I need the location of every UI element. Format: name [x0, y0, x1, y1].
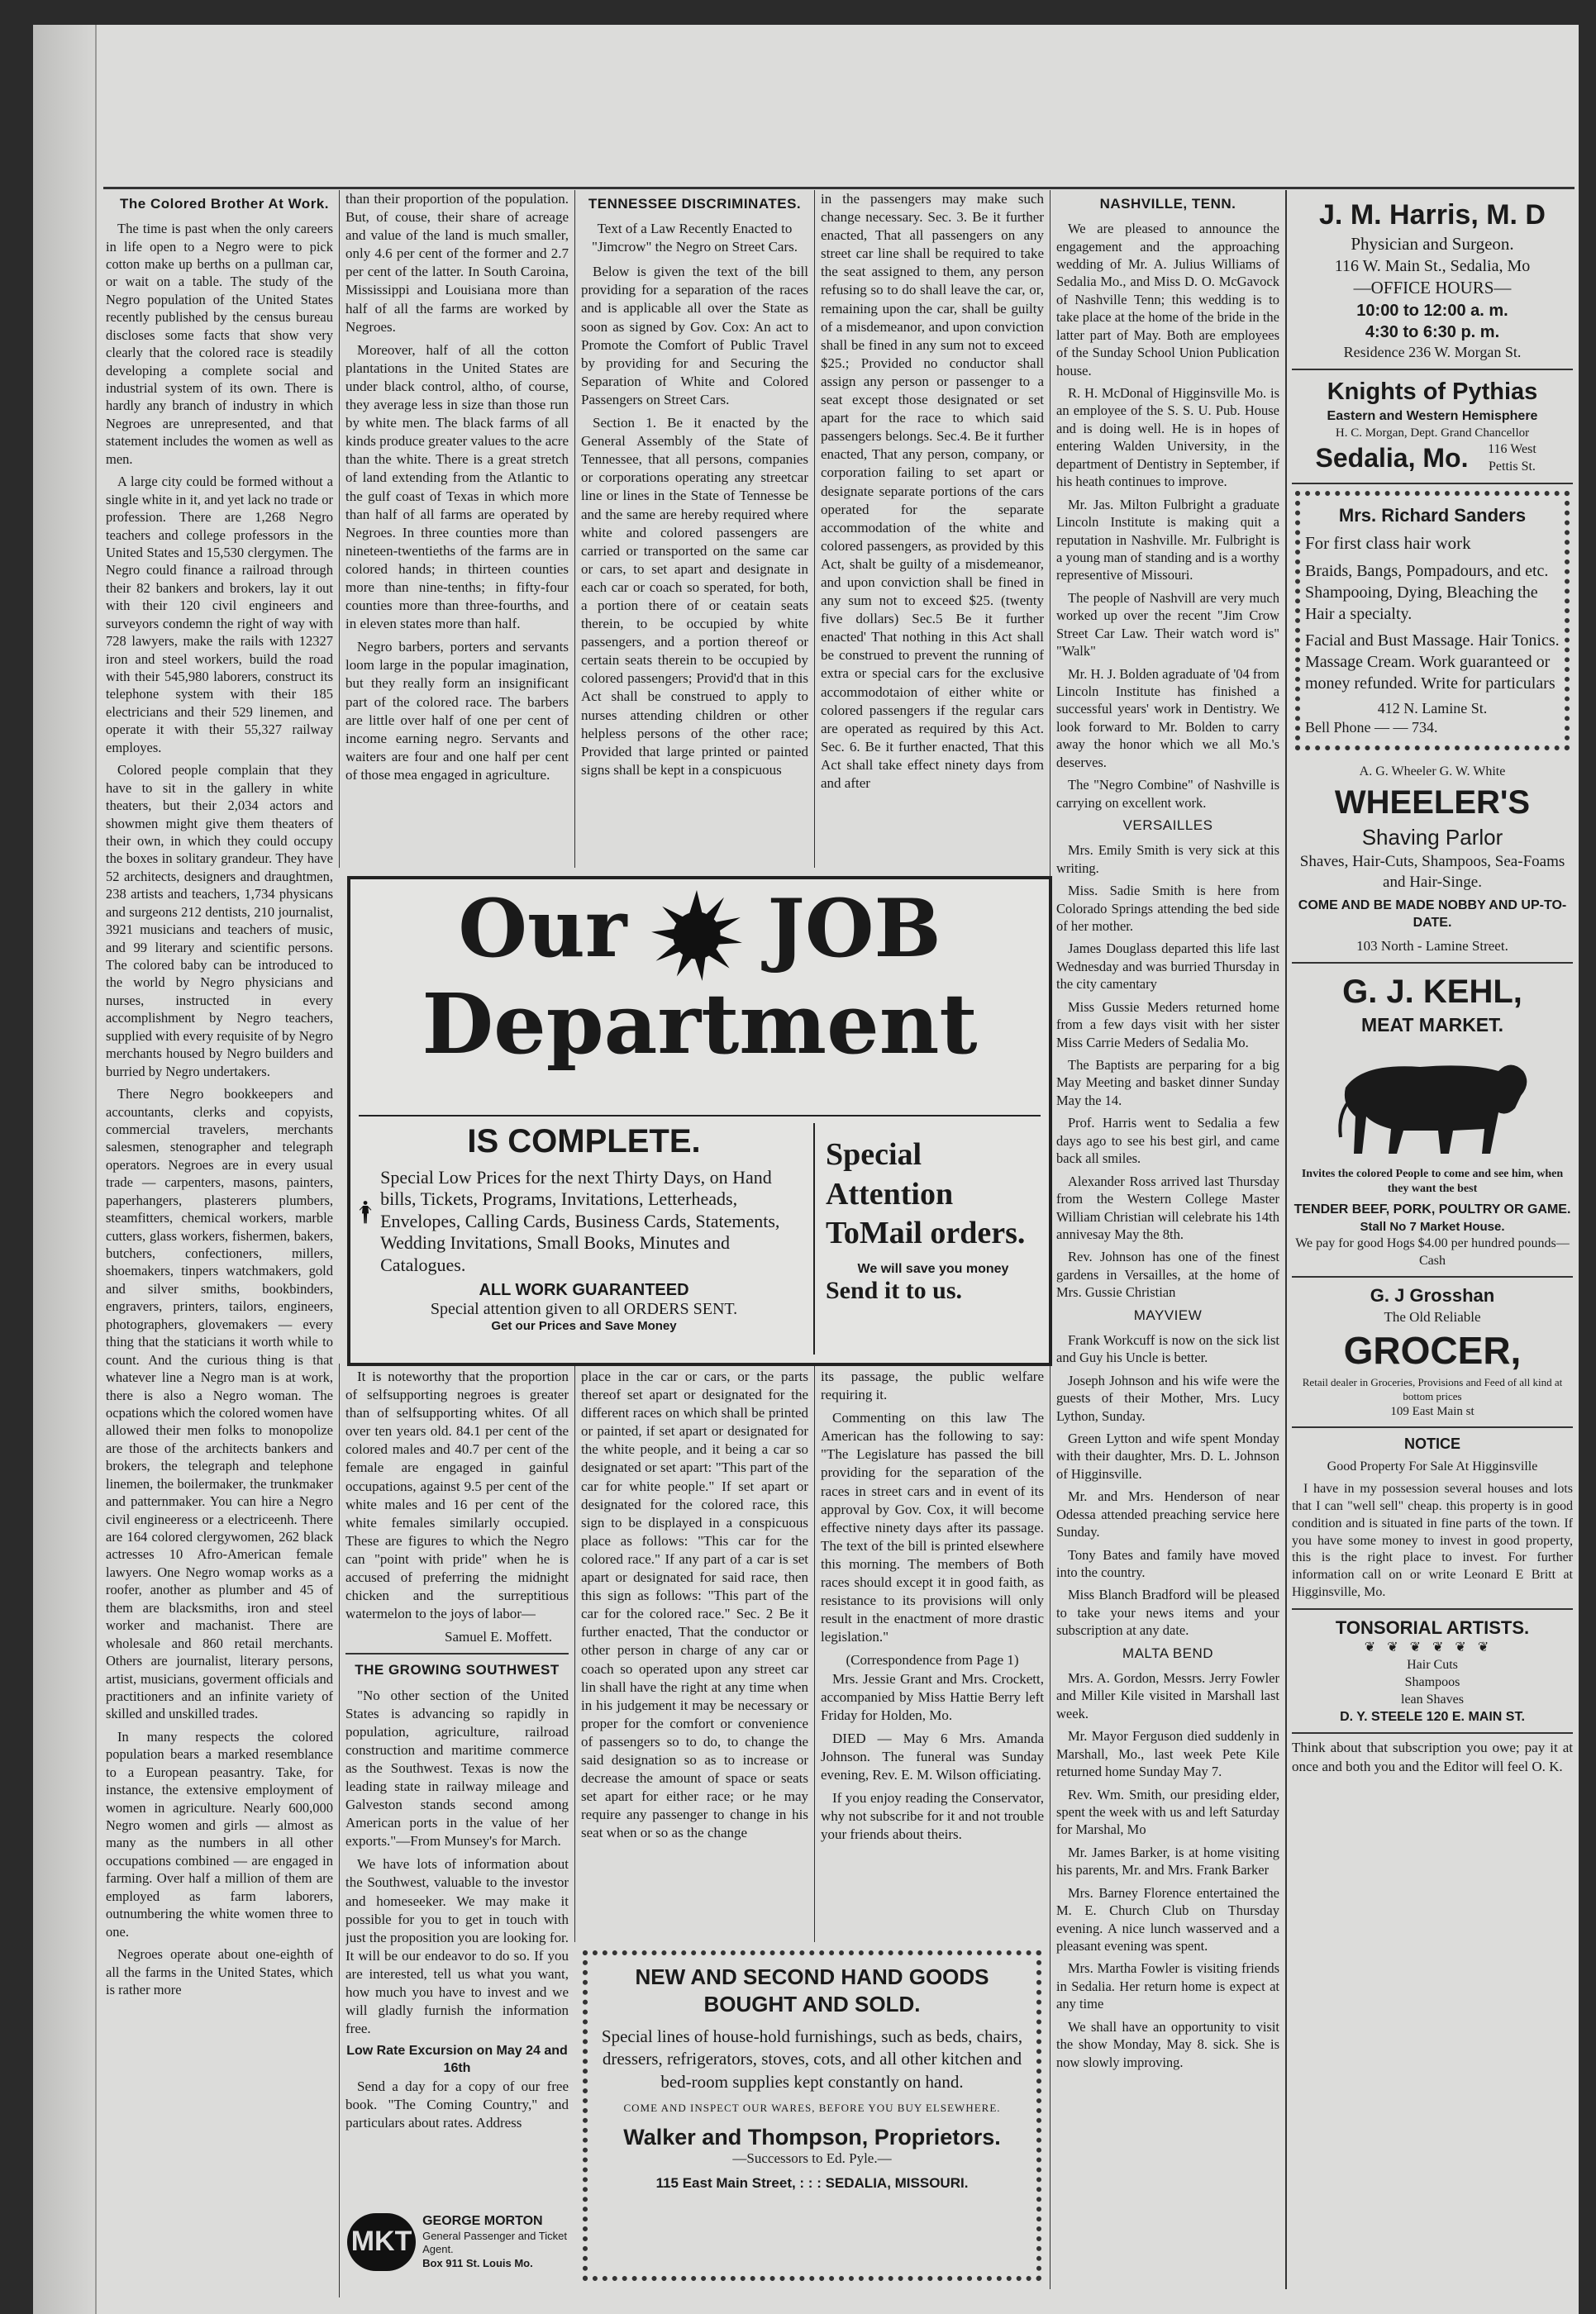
- column-4-lower: [821, 1368, 1044, 1938]
- ad-line: D. Y. STEELE 120 E. MAIN ST.: [1340, 1709, 1525, 1724]
- news-item: Alexander Ross arrived last Thursday from the Western College Master William Christian will celebrate his 14th annivesay May the 8th.: [1056, 1173, 1279, 1242]
- ad-line: Invites the colored People to come and see him, when they want the best: [1301, 1168, 1564, 1196]
- article-paragraph: Moreover, half of all the cotton plantations in the United States are under black control, altho, of course, they average less in size than those run by white men. The black farms of all kinds produce greater values to the acre than the white. There is a great stretch of land extending from the Atlantic to the gulf coast of Texas in which more than half of all farms are operated by Negroes. In three counties more than nineteen-twentieths of the farms are in colored hands; in thirteen counties more than nine-tenths; in fifty-four counties more than three-fourths, and in eleven states more than half.: [345, 341, 569, 632]
- news-item: James Douglass departed this life last Wednesday and was burried Thursday in the city camentary: [1056, 940, 1279, 993]
- ad-title: TONSORIAL ARTISTS.: [1335, 1616, 1530, 1638]
- news-item: R. H. McDonal of Higginsville Mo. is an employee of the S. S. U. Pub. House and is doing well. He is in hopes of entering Walden University, in the department of Dentistry in September, if his heath continues to improve.: [1056, 385, 1279, 490]
- news-item: Mrs. Martha Fowler is visiting friends in Sedalia. Her return home is expect at any time: [1056, 1960, 1279, 2012]
- ad-line: Send it to us.: [826, 1276, 963, 1304]
- ad-title: GROCER,: [1343, 1329, 1522, 1373]
- column-6-ads: [1292, 190, 1573, 2289]
- column-3-lower: [581, 1368, 808, 1938]
- ad-line: —OFFICE HOURS—: [1353, 278, 1512, 298]
- ad-line: Braids, Bangs, Pompadours, and etc. Shampooing, Dying, Bleaching the Hair a specialty.: [1305, 561, 1549, 623]
- ad-wheelers: [1292, 757, 1573, 964]
- ad-body: Special lines of house-hold furnishings, such as beds, chairs, dressers, refrigerators, stoves, cots, and all other kitchen and bed-room supplies kept constantly on hand.: [601, 2026, 1023, 2092]
- ad-line: A. G. Wheeler G. W. White: [1359, 764, 1506, 779]
- ad-line: For first class hair work: [1305, 533, 1471, 554]
- ad-title: Sedalia, Mo.: [1315, 443, 1469, 474]
- article-paragraph: Negroes operate about one-eighth of all the farms in the United States, which is rather more: [106, 1946, 333, 1997]
- ad-line: Walker and Thompson, Proprietors.: [623, 2124, 1001, 2150]
- ad-line: Residence 236 W. Morgan St.: [1343, 343, 1522, 360]
- news-item: Mr. James Barker, is at home visiting his parents, Mr. and Mrs. Frank Barker: [1056, 1844, 1279, 1878]
- column-divider: [574, 1364, 575, 1942]
- news-item: Mrs. Barney Florence entertained the M. E. Church Club on Thursday evening. A nice lunch wasserved and a pleasant evening was spent.: [1056, 1884, 1279, 1954]
- column-divider: [339, 1364, 340, 2297]
- ad-line: lean Shaves: [1401, 1692, 1464, 1707]
- newspaper-page: [33, 25, 1579, 2314]
- sunburst-icon: [651, 890, 742, 981]
- news-item: Miss Blanch Bradford will be pleased to take your news items and your subscription at any date.: [1056, 1587, 1279, 1639]
- ad-line: 116 W. Main St., Sedalia, Mo: [1334, 257, 1531, 276]
- ad-line: H. C. Morgan, Dept. Grand Chancellor: [1335, 426, 1530, 440]
- ad-line: 116 West Pettis St.: [1488, 442, 1536, 474]
- ad-heading: IS COMPLETE.: [467, 1123, 701, 1159]
- column-4-upper: [821, 190, 1044, 868]
- subscription-notice: Think about that subscription you owe; pay it at once and both you and the Editor will feel O. K.: [1292, 1740, 1573, 1774]
- ad-title: [350, 882, 1049, 981]
- divider: [345, 1653, 569, 1655]
- waiter-icon: [359, 1167, 372, 1258]
- ad-title: NOTICE: [1403, 1436, 1460, 1453]
- article-subhead: Text of a Law Recently Enacted to "Jimcrow" the Negro on Street Cars.: [592, 221, 798, 255]
- news-item: Mr. Jas. Milton Fulbright a graduate Lincoln Institute is making quit a reputation in Nashville. Mr. Fulbright is a young man of standing and is a worthy representive of Missouri.: [1056, 496, 1279, 583]
- bull-icon: [1329, 1038, 1536, 1162]
- ad-line: Special attention given to all ORDERS SENT.: [430, 1299, 738, 1318]
- ad-line: 103 North - Lamine Street.: [1356, 937, 1508, 954]
- article-headline: THE GROWING SOUTHWEST: [355, 1662, 560, 1678]
- column-3-upper: [581, 190, 808, 868]
- article-paragraph: in the passengers may make such change necessary. Sec. 3. Be it further enacted, That all passengers on any street car line shall be required to take the seat assigned to them, any person refusing so to do shall leave the car, or, remaining upon the car, shall be guilty of a misdemeanor, and upon conviction shall be fined in any sum not to exceed $25.; Provided no conductor shall assign any person or passenger to a seat except those designated or set apart for the race to which said passengers belongs. Sec.4. Be it further enacted, That any person, company, or corporation failing to set apart or designate separate portions of the cars operated for the separate accommodation of the white and colored passengers, as provided by this Act, shalt be guilty of a misdemeanor, and upon conviction shall be fined in any sum not to exceed $25. (twenty five dollars) Sec.5 Be it further enacted' That nothing in this Act shall be construed to prevent the running of extra or special cars for the exclusive accommodotaion of either white or colored passengers if the regular cars are operated as required by this Act. Sec. 6. Be it further enacted, That this Act shall take effect ninety days from and after: [821, 191, 1044, 791]
- divider: [813, 1123, 815, 1355]
- ad-line: COME AND BE MADE NOBBY AND UP-TO-DATE.: [1298, 898, 1567, 931]
- news-item: The "Negro Combine" of Nashville is carrying on excellent work.: [1056, 777, 1279, 811]
- ad-line: We pay for good Hogs $4.00 per hundred pounds—Cash: [1295, 1236, 1570, 1268]
- ad-line: We will save you money: [857, 1261, 1009, 1276]
- ad-line: —Successors to Ed. Pyle.—: [732, 2150, 892, 2166]
- ad-mkt: [347, 2207, 570, 2277]
- ad-title-word: Our: [458, 882, 627, 975]
- page-binding-edge: [33, 25, 97, 2314]
- article-paragraph: Colored people complain that they have to sit in the gallery in white theaters, but their 2,034 actors and showmen might give them theaters of their own, in which they could occupy the boxes in solitary grandeur. They have 52 architects, designers and draughtmen, 238 artists and teachers, 1,734 physicans and surgeons 212 dentists, 210 journalist, 3921 musicians and teachers of music, and 99 literary and scientific persons. The colored baby can be introduced to the world by Negro physicians and nurses, instructed in every accomplishment by Negro teachers, supplied with every requisite of by Negro merchants housed by Negro builders and burried by Negro undertakers.: [106, 762, 333, 1079]
- article-paragraph: DIED — May 6 Mrs. Amanda Johnson. The funeral was Sunday evening, Rev. E. M. Wilson officiating.: [821, 1730, 1044, 1783]
- job-mail-orders: [826, 1136, 1041, 1305]
- news-item: We are pleased to announce the engagement and the approaching wedding of Mr. A. Julius Williams of Sedalia Mo., and Miss D. O. McGavock of Nashville Tenn; this wedding is to take place at the home of the bride in the latter part of May. Both are employees of the Sunday School Union Publication house.: [1056, 221, 1279, 379]
- header-rule: [103, 187, 1575, 189]
- column-divider: [814, 1364, 815, 1942]
- ad-line: 10:00 to 12:00 a. m.: [1356, 301, 1508, 320]
- ad-line: COME AND INSPECT OUR WARES, BEFORE YOU BUY ELSEWHERE.: [623, 2101, 1001, 2114]
- ad-body: Special Low Prices for the next Thirty Days, on Hand bills, Tickets, Programs, Invitations, Letterheads, Envelopes, Calling Cards, Business Cards, Statements, Wedding Invitations, Small Books, Minutes and Catalogues.: [380, 1167, 780, 1275]
- ad-title: G. J. KEHL,: [1342, 974, 1522, 1011]
- ad-title: NEW AND SECOND HAND GOODS BOUGHT AND SOLD.: [635, 1964, 989, 2016]
- article-headline: TENNESSEE DISCRIMINATES.: [588, 196, 802, 212]
- column-5: [1056, 190, 1279, 2289]
- news-item: Joseph Johnson and his wife were the guests of their Mother, Mrs. Lucy Lython, Sunday.: [1056, 1372, 1279, 1424]
- article-paragraph: Section 1. Be it enacted by the General Assembly of the State of Tennessee, that all persons, companies or corporations operating any streetcar line or lines in the State of Tennesse be and the same are hereby required where white and colored passengers are carried or transported on the same car or cars, to set apart and designate in each car or coach so sperated, for both, a portion there of or ceatain seats therein, to be occupied by white passengers, and a portion thereof or certain seats therein to be occupied by colored passengers; Provid'd that in this Act shall be construed to apply to nurses attending children or other helpless persons of the other race; Provided that large printed or painted signs shall be kept in a conspicuous: [581, 415, 808, 778]
- article-paragraph: A large city could be formed without a single white in it, and yet lack no trade or profession. There are 1,268 Negro teachers and college professors in the United States and 15,530 clergymen. The Negro could finance a railroad through their 82 bankers and brokers, lay it out with their 120 civil engineers and surveyors condemn the right of way with 728 lawyers, make the rails with 12327 iron and steel workers, build the road with their 545,980 laborers, construct its telephone system with their 185 electricians and their 529 linemen, and operate it with their 55,327 railway employes.: [106, 474, 333, 755]
- ad-line: Good Property For Sale At Higginsville: [1327, 1459, 1538, 1474]
- news-item: The people of Nashvill are very much worked up over the recent "Jim Crow Street Car Law. Their watch word is" "Walk": [1056, 589, 1279, 659]
- news-item: Rev. Johnson has one of the finest gardens in Versailles, at the home of Mrs. Gussie Christian: [1056, 1249, 1279, 1301]
- news-item: Mrs. A. Gordon, Messrs. Jerry Fowler and Miller Kile visited in Marshall last week.: [1056, 1669, 1279, 1721]
- news-item: Frank Workcuff is now on the sick list and Guy his Uncle is better.: [1056, 1331, 1279, 1366]
- news-item: Mrs. Emily Smith is very sick at this writing.: [1056, 842, 1279, 876]
- job-details: [359, 1123, 809, 1355]
- article-paragraph: There Negro bookkeepers and accountants, clerks and copyists, commercial travelers, merchants salesmen, stenographer and telegraph operators. Negroes are in every usual trade — carpenters, masons, painters, paperhangers, plasterers plumbers, steamfitters, chemical workers, marble cutters, glass workers, fishermen, bakers, butchers, confectioners, millers, shoemakers, tinpers watchmakers, gold and silver smiths, bookbinders, engravers, printers, tailors, engineers, photographers, glovemakers — every thing that the staticians it worth while to count. And the curious thing is that whatever line a Negro man is at work, there is also a Negro woman. The ocpations which the colored women have allowed their men folks to monopolize are those of the architects bankers and brokers, the telegraph and telephone linemen, the boilermaker, the trunkmaker and patternmaker. You can hire a Negro civil engineeress or a electriceenh. There are 164 colored clergywomen, 262 black actresses 10 Afro-American female lawyers. One Negro womap works as a roofer, another as plumber and 45 of them are blacksmiths, iron and steel worker and machanist. There are wholesale and 860 retail merchants. Others are journalist, literary persons, artist, musicians, goverment officials and practitioners and an infinite variety of skilled and unskilled trades.: [106, 1086, 333, 1722]
- ad-kehl: [1292, 964, 1573, 1278]
- ad-title: GEORGE MORTON: [422, 2214, 543, 2229]
- column-divider: [1285, 190, 1287, 2289]
- article-paragraph: If you enjoy reading the Conservator, why not subscribe for it and not trouble your friends about theirs.: [821, 1790, 1044, 1843]
- ad-richard-sanders: [1295, 491, 1570, 751]
- article-headline: The Colored Brother At Work.: [120, 196, 329, 212]
- ad-line: Shaving Parlor: [1361, 825, 1503, 850]
- article-paragraph: We have lots of information about the Southwest, valuable to the investor and homeseeker. We may make it possible for you to get in touch with just the proposition you are looking for. It will be our endeavor to do so. If you are interested, tell us what you want, how much you have to invest and we will gladly furnish the information free.: [345, 1856, 569, 2037]
- section-headline: VERSAILLES: [1122, 817, 1213, 834]
- article-paragraph: Commenting on this law The American has the following to say: "The Legislature has passed the bill providing for the separation of the races in street cars and in event of its approval by Gov. Cox, it will become effective ninety days after its passage. The text of the bill is printed elsewhere this morning. The members of Both races should except it in good faith, as resistance to its provisions will only result in the enactment of more drastic legislation.": [821, 1410, 1044, 1645]
- section-headline: MALTA BEND: [1122, 1645, 1214, 1661]
- article-paragraph: than their proportion of the population. But, of couse, their share of acreage and value of the land is much smaller, only 4.6 per cent of the former and 2.7 per cent of the latter. In South Caroina, Mississippi and Louisiana more than half of all the farms are worked by Negroes.: [345, 191, 569, 335]
- column-divider: [574, 190, 575, 868]
- news-item: We shall have an opportunity to visit the show Monday, May 8. sick. She is now slowly improving.: [1056, 2018, 1279, 2070]
- ad-knights-of-pythias: [1292, 370, 1573, 484]
- ad-title-word: Department: [422, 975, 978, 1074]
- ad-title: G. J Grosshan: [1370, 1285, 1495, 1307]
- ad-line: Facial and Bust Massage. Hair Tonics. Massage Cream. Work guaranteed or money refunded. Write for particulars: [1305, 631, 1560, 693]
- fleur-icons: ❦❦❦❦❦❦: [1364, 1640, 1501, 1655]
- ad-title: J. M. Harris, M. D: [1319, 199, 1546, 231]
- ad-line: Hair Cuts: [1407, 1658, 1458, 1673]
- article-paragraph: Negro barbers, porters and servants loom large in the popular imagination, but they really form an insignificant part of the colored race. The barbers are little over half of one per cent of income earning negro. Servants and waiters are four and one half per cent of those mea engaged in agriculture.: [345, 639, 569, 783]
- column-2-upper: [345, 190, 569, 868]
- article-paragraph: its passage, the public welfare requiring it.: [821, 1369, 1044, 1403]
- ad-title-word: JOB: [767, 882, 941, 975]
- ad-title: WHEELER'S: [1334, 784, 1531, 821]
- mkt-logo: MKT: [347, 2213, 416, 2271]
- article-paragraph: Send a day for a copy of our free book. "The Coming Country," and particulars about rates. Address: [345, 2078, 569, 2131]
- ad-harris: [1292, 190, 1573, 370]
- ad-walker-thompson: [583, 1950, 1041, 2281]
- ad-line: ALL WORK GUARANTEED: [479, 1280, 689, 1299]
- news-item: Miss. Sadie Smith is here from Colorado Springs attending the bed side of her mother.: [1056, 883, 1279, 934]
- ad-title: Knights of Pythias: [1327, 379, 1538, 406]
- ad-line: Physician and Surgeon.: [1351, 234, 1514, 255]
- ad-line: Box 911 St. Louis Mo.: [422, 2256, 533, 2269]
- ad-line: 115 East Main Street, : : : SEDALIA, MISSOURI.: [655, 2174, 969, 2191]
- news-item: Tony Bates and family have moved into the country.: [1056, 1546, 1279, 1581]
- column-divider: [814, 190, 815, 868]
- ad-line: 4:30 to 6:30 p. m.: [1365, 322, 1500, 341]
- ad-job-department: [347, 876, 1052, 1366]
- ad-line: MEAT MARKET.: [1360, 1014, 1504, 1036]
- article-paragraph: It is noteworthy that the proportion of selfsupporting negroes is greater than of selfsupporting whites. Of all over ten years old. 84.1 per cent of the colored males and 40.7 per cent of the female are engaged in gainful occupations, against 9.5 per cent of the white males and 16 per cent of the white females similarly occupied. These are figures to which the Negro can "point with pride" when he is accused of preferring the midnight chicken and the surreptitious watermelon to the joys of labor—: [345, 1369, 569, 1622]
- ad-line: 412 N. Lamine St.: [1377, 699, 1488, 717]
- ad-title: Mrs. Richard Sanders: [1338, 504, 1527, 526]
- ad-line: I have in my possession several houses and lots that I can "well sell" cheap. this property is in good condition and is situated in fine parts of the town. If you have some money to invest in good property, this is the right place to invest. For further information call on or write Leonard E Britt at Higginsville, Mo.: [1292, 1482, 1573, 1600]
- ad-line: TENDER BEEF, PORK, POULTRY OR GAME.: [1293, 1202, 1571, 1217]
- ad-line: Stall No 7 Market House.: [1360, 1220, 1505, 1235]
- article-note: (Correspondence from Page 1): [846, 1652, 1019, 1669]
- news-item: Miss Gussie Meders returned home from a few days visit with her sister Miss Carrie Meders of Sedalia Mo.: [1056, 998, 1279, 1050]
- ad-line: Shampoos: [1404, 1675, 1460, 1690]
- ad-heading: Special Attention ToMail orders.: [826, 1137, 1026, 1250]
- column-divider: [339, 190, 340, 868]
- section-headline: MAYVIEW: [1133, 1307, 1203, 1323]
- news-item: Rev. Wm. Smith, our presiding elder, spent the week with us and left Saturday for Marshal, Mo: [1056, 1786, 1279, 1838]
- article-paragraph: "No other section of the United States is advancing so rapidly in population, agriculture, railroad construction and maritime commerce as the Southwest. Texas is now the leading state in railway mileage and Galveston stands second among American ports in the value of her exports."—From Munsey's for March.: [345, 1687, 569, 1850]
- news-item: Green Lytton and wife spent Monday with their daughter, Mrs. D. L. Johnson of Higginsville.: [1056, 1430, 1279, 1482]
- ad-line: 109 East Main st: [1390, 1404, 1475, 1418]
- ad-line: Low Rate Excursion on May 24 and 16th: [346, 2044, 568, 2076]
- article-paragraph: place in the car or cars, or the parts thereof set apart or designated for the different races on which shall be printed or painted, if set apart or designated for the white people, and it being a car so designated or set apart: "This part of the car for white people." If set apart or designated for the colored race, this sign to be displayed in a conspicuous place as follows: "This car for the colored race." If any part of a car is set apart or designated for said race, then this sign as follows: "This part of the car for the colored race." Sec. 2 Be it further enacted, That the conductor or other person in charge of any car or coach so operated upon any street car lin shall have the right at any time when in his judgement it may be necessary or proper for the comfort or convenience of passengers so to do, to change the said designation so as to increase or decrease the amount of space or seats set apart for either race; or he may require any passenger to change in his seat when or so as the change: [581, 1369, 808, 1841]
- news-item: Prof. Harris went to Sedalia a few days ago to see his best girl, and came back all smiles.: [1056, 1115, 1279, 1167]
- ad-line: Bell Phone — — 734.: [1305, 719, 1438, 736]
- news-item: Mr. and Mrs. Henderson of near Odessa attended preaching service here Sunday.: [1056, 1488, 1279, 1540]
- news-item: Mr. Mayor Ferguson died suddenly in Marshall, Mo., last week Pete Kile returned home Sunday May 7.: [1056, 1728, 1279, 1780]
- ad-grosshan: [1292, 1278, 1573, 1428]
- ad-line: The Old Reliable: [1384, 1308, 1481, 1325]
- article-paragraph: Mrs. Jessie Grant and Mrs. Crockett, accompanied by Miss Hattie Berry left Friday for Holden, Mo.: [821, 1670, 1044, 1723]
- ad-line: Shaves, Hair-Cuts, Shampoos, Sea-Foams and Hair-Singe.: [1299, 853, 1565, 891]
- divider: [359, 1115, 1041, 1117]
- news-item: The Baptists are perparing for a big May Meeting and basket dinner Sunday May the 14.: [1056, 1057, 1279, 1108]
- article-paragraph: Below is given the text of the bill providing for a separation of the races and is applicable all over the State as soon as signed by Gov. Cox: An act to Promote the Comfort of Public Travel by providing for and Securing the Separation of White and Colored Passengers on Street Cars.: [581, 264, 808, 407]
- column-2-lower: [345, 1368, 569, 2219]
- ad-line: Retail dealer in Groceries, Provisions and Feed of all kind at bottom prices: [1302, 1375, 1563, 1402]
- ad-line: Eastern and Western Hemisphere: [1327, 408, 1538, 423]
- article-paragraph: In many respects the colored population bears a marked resemblance to a European peasantry. Take, for instance, the extensive employment of women in agriculture. Nearly 600,000 Negro women and girls — almost as many as the numbers in all other occupations combined — are engaged in farming. Over half a million of them are employed as farm laborers, outnumbering the white women three to one.: [106, 1728, 333, 1940]
- article-signature: Samuel E. Moffett.: [445, 1629, 552, 1645]
- ad-notice: [1292, 1428, 1573, 1610]
- news-item: Mr. H. J. Bolden agraduate of '04 from Lincoln Institute has finished a successful years' work in Dentistry. We look forward to Mr. Bolden to carry away the honor which we all Mo.'s deserves.: [1056, 665, 1279, 770]
- ad-line: Get our Prices and Save Money: [491, 1318, 677, 1333]
- section-headline: NASHVILLE, TENN.: [1099, 196, 1236, 212]
- ad-tonsorial: [1292, 1610, 1573, 1735]
- column-1: [106, 190, 333, 2289]
- ad-line: General Passenger and Ticket Agent.: [422, 2230, 567, 2256]
- article-paragraph: The time is past when the only careers in life open to a Negro were to pick cotton make up berths on a pullman car, or wait on a table. The study of the Negro population of the United States recently published by the census bureau discloses some facts that show very clearly that the colored race is steadily developing a complete social and industrial system of its own. There is hardly any branch of industry in which Negroes are unrepresented, and that statement includes the women as well as men.: [106, 221, 333, 467]
